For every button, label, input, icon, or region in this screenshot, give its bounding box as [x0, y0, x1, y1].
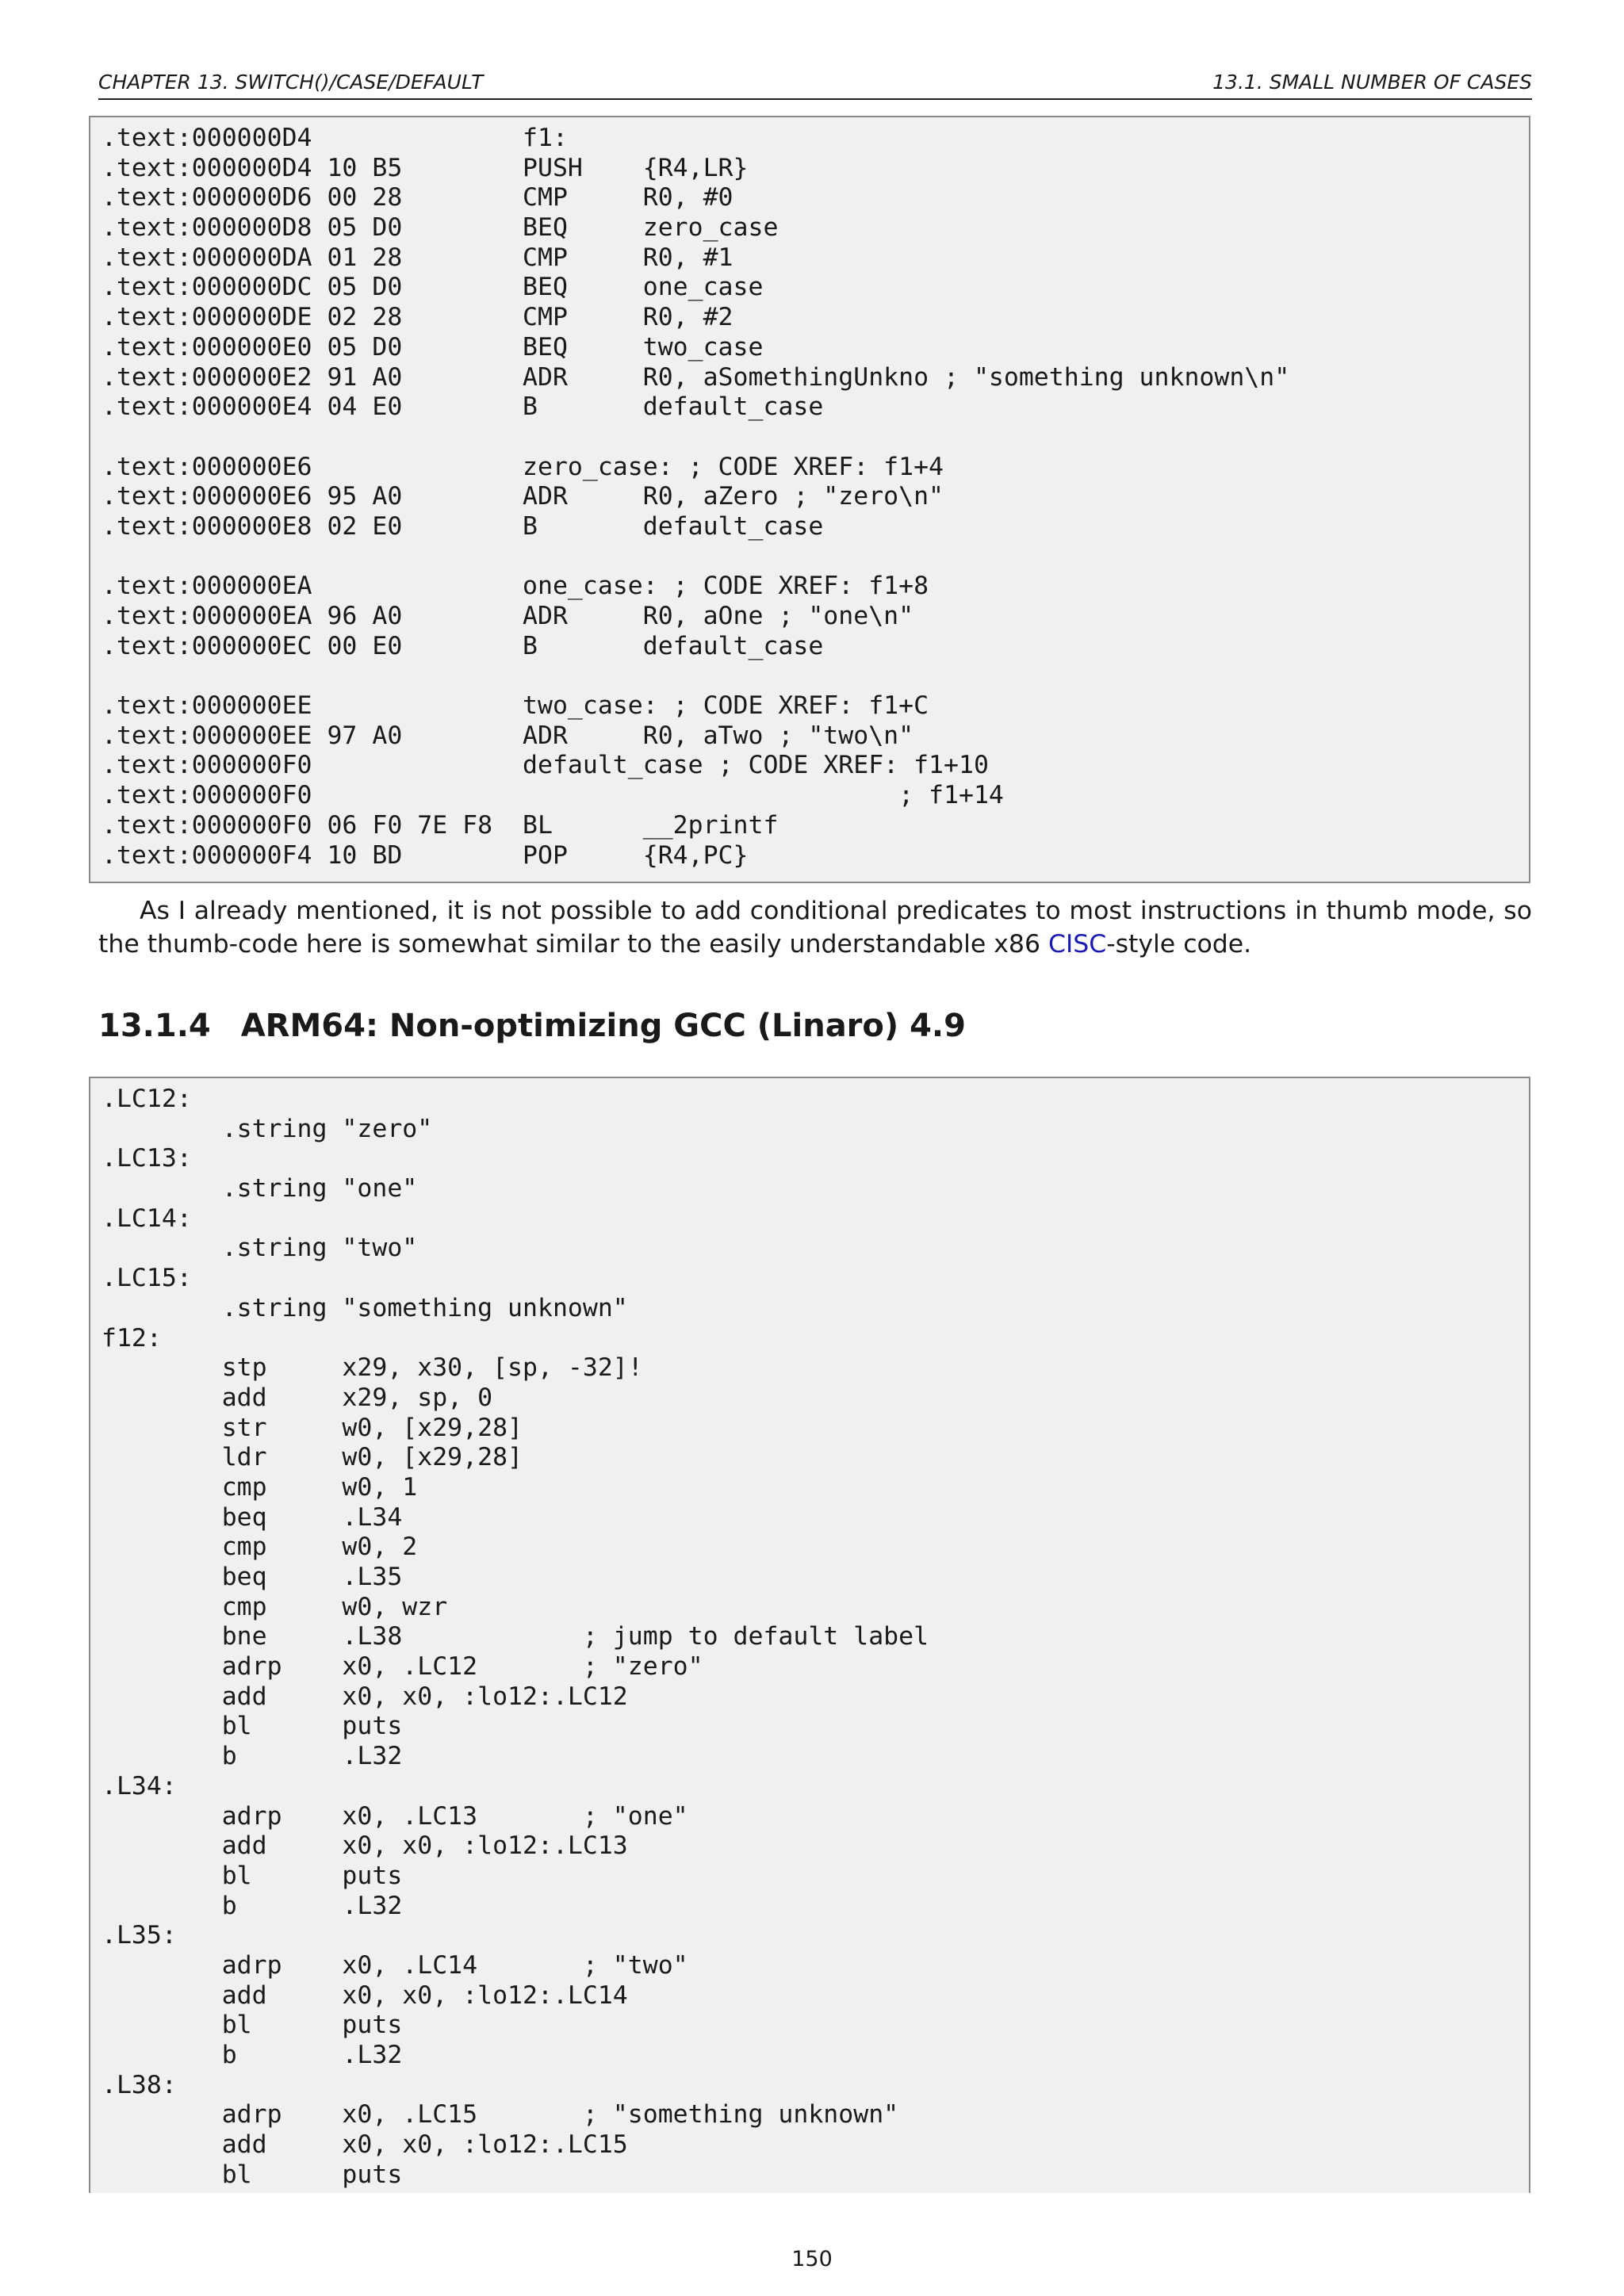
code-line: .text:000000D4 f1:: [102, 124, 568, 152]
chapter-title: CHAPTER 13. SWITCH()/CASE/DEFAULT: [98, 71, 484, 94]
arm64-code-listing: [89, 1077, 1530, 2193]
code-line: .L35:: [102, 1921, 177, 1950]
code-line: b .L32: [102, 2041, 403, 2069]
code-line: .text:000000EC 00 E0 B default_case: [102, 631, 824, 660]
page-header: [98, 67, 1532, 100]
code-line: .text:000000E2 91 A0 ADR R0, aSomethingUnkno ; "something unknown\n": [102, 362, 1290, 392]
section-number: 13.1.4: [98, 1008, 211, 1044]
code-line: .text:000000F0 default_case ; CODE XREF: f1+10: [102, 751, 989, 780]
code-line: .text:000000E0 05 D0 BEQ two_case: [102, 332, 764, 362]
code-line: cmp w0, 2: [102, 1533, 418, 1562]
thumb-code-listing: [89, 116, 1530, 883]
code-line: [102, 423, 1529, 453]
code-line: bne .L38 ; jump to default label: [102, 1622, 929, 1651]
code-line: ldr w0, [x29,28]: [102, 1443, 523, 1472]
code-line: .text:000000E6 zero_case: ; CODE XREF: f1+4: [102, 452, 944, 481]
paragraph-text-before: As I already mentioned, it is not possible to add conditional predicates to most instructions in thumb mode, so the thumb-code here is somewhat similar to the easily understandable x86: [98, 897, 1532, 959]
code-line: beq .L34: [102, 1502, 403, 1532]
cisc-link[interactable]: CISC: [1048, 930, 1107, 959]
code-line: .text:000000EE 97 A0 ADR R0, aTwo ; "two\n": [102, 721, 914, 750]
code-line: .L34:: [102, 1771, 177, 1800]
code-line: .text:000000DA 01 28 CMP R0, #1: [102, 243, 733, 272]
body-paragraph: [98, 894, 1532, 961]
code-line: .text:000000DE 02 28 CMP R0, #2: [102, 303, 733, 332]
code-line: .LC15:: [102, 1264, 192, 1293]
code-line: bl puts: [102, 1712, 403, 1741]
code-line: .text:000000F0 ; f1+14: [102, 781, 1004, 810]
code-line: b .L32: [102, 1891, 403, 1920]
code-line: .LC13:: [102, 1144, 192, 1173]
code-line: .string "two": [102, 1234, 418, 1263]
page-number: 150: [791, 2247, 833, 2271]
code-line: .text:000000E6 95 A0 ADR R0, aZero ; "zero\n": [102, 482, 944, 511]
code-line: .L38:: [102, 2070, 177, 2099]
section-running-title: 13.1. SMALL NUMBER OF CASES: [1212, 71, 1532, 94]
code-line: .text:000000F4 10 BD POP {R4,PC}: [102, 840, 749, 870]
code-line: cmp w0, 1: [102, 1472, 418, 1502]
code-line: b .L32: [102, 1742, 403, 1771]
code-line: add x0, x0, :lo12:.LC14: [102, 1980, 628, 2010]
code-line: bl puts: [102, 2011, 403, 2040]
code-line: adrp x0, .LC15 ; "something unknown": [102, 2100, 899, 2130]
section-heading: [98, 1004, 966, 1048]
code-line: .text:000000D4 10 B5 PUSH {R4,LR}: [102, 153, 749, 182]
code-line: .text:000000EA one_case: ; CODE XREF: f1+8: [102, 572, 929, 601]
paragraph-text-after: -style code.: [1106, 930, 1252, 959]
code-line: add x0, x0, :lo12:.LC15: [102, 2130, 628, 2160]
code-line: add x29, sp, 0: [102, 1383, 493, 1412]
code-line: .LC12:: [102, 1085, 192, 1113]
code-line: adrp x0, .LC14 ; "two": [102, 1950, 688, 1980]
code-line: .text:000000D8 05 D0 BEQ zero_case: [102, 213, 779, 243]
code-line: [102, 542, 1529, 572]
code-line: adrp x0, .LC13 ; "one": [102, 1801, 688, 1831]
code-line: [102, 661, 1529, 691]
code-line: .text:000000EA 96 A0 ADR R0, aOne ; "one\n": [102, 602, 914, 630]
code-line: f12:: [102, 1323, 162, 1353]
code-line: cmp w0, wzr: [102, 1592, 448, 1621]
code-line: .text:000000F0 06 F0 7E F8 BL __2printf: [102, 810, 779, 840]
code-line: .LC14:: [102, 1203, 192, 1233]
code-line: add x0, x0, :lo12:.LC13: [102, 1831, 628, 1861]
code-line: add x0, x0, :lo12:.LC12: [102, 1682, 628, 1711]
code-line: .text:000000D6 00 28 CMP R0, #0: [102, 183, 733, 212]
code-line: .string "one": [102, 1174, 418, 1203]
code-line: adrp x0, .LC12 ; "zero": [102, 1652, 703, 1682]
code-line: .string "zero": [102, 1114, 433, 1143]
code-line: .text:000000EE two_case: ; CODE XREF: f1+C: [102, 691, 929, 721]
code-line: bl puts: [102, 2160, 403, 2189]
code-line: stp x29, x30, [sp, -32]!: [102, 1353, 643, 1383]
section-title: ARM64: Non-optimizing GCC (Linaro) 4.9: [240, 1008, 966, 1044]
code-line: .text:000000E8 02 E0 B default_case: [102, 511, 824, 541]
code-line: .text:000000E4 04 E0 B default_case: [102, 392, 824, 422]
code-line: str w0, [x29,28]: [102, 1413, 523, 1442]
code-line: beq .L35: [102, 1563, 403, 1591]
code-line: .text:000000DC 05 D0 BEQ one_case: [102, 273, 764, 302]
code-line: .string "something unknown": [102, 1293, 628, 1322]
code-line: bl puts: [102, 1861, 403, 1890]
